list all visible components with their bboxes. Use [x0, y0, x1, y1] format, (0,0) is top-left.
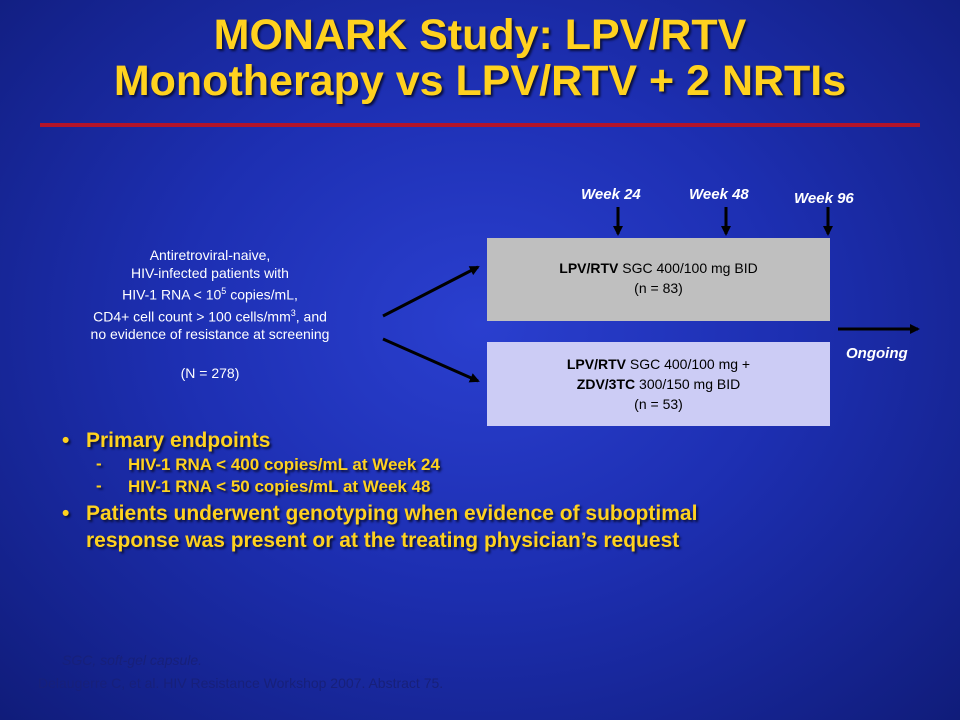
arm-monotherapy-box — [487, 238, 830, 321]
inclusion-line-1: Antiretroviral-naive, — [149, 247, 271, 263]
arm2-n: (n = 53) — [634, 396, 683, 412]
total-n: (N = 278) — [180, 365, 240, 382]
title-line-1: MONARK Study: LPV/RTV — [213, 11, 747, 59]
bullet-genotyping-line-1: Patients underwent genotyping when evidence of suboptimal — [86, 502, 698, 525]
arrow-to-arm1 — [383, 267, 478, 316]
sub-bullet-week48-text: HIV-1 RNA < 50 copies/mL at Week 48 — [128, 477, 431, 496]
inclusion-line-3-text: HIV-1 RNA < 10 — [122, 286, 222, 303]
sub-bullet-week24-text: HIV-1 RNA < 400 copies/mL at Week 24 — [128, 455, 440, 474]
arm2-dose2: 300/150 mg BID — [635, 376, 741, 392]
arm2-regimen-line-2 — [487, 374, 830, 394]
citation: Delaugerre C, et al. HIV Resistance Workshop 2007. Abstract 75. — [38, 675, 444, 691]
inclusion-line-3-tail: copies/mL, — [226, 286, 298, 303]
dash-icon: - — [96, 454, 102, 473]
arm2-dose: SGC 400/100 mg + — [625, 356, 751, 372]
bullet-genotyping — [62, 500, 922, 554]
inclusion-line-3-sup: 5 — [221, 286, 227, 296]
bullet-genotyping-line-2: response was present or at the treating physician’s request — [86, 529, 680, 552]
footnote: SGC, soft-gel capsule. — [62, 652, 203, 668]
arm2-drug: LPV/RTV — [566, 356, 626, 372]
inclusion-line-2: HIV-infected patients with — [131, 265, 289, 281]
inclusion-line-4-sup: 3 — [290, 307, 296, 318]
bullet-primary-endpoints — [62, 427, 922, 454]
bullet-primary-text: Primary endpoints — [86, 429, 271, 452]
inclusion-line-4 — [40, 304, 380, 326]
dash-icon: - — [96, 476, 102, 495]
inclusion-line-4-tail: , and — [295, 308, 327, 325]
arm2-drug2: ZDV/3TC — [576, 376, 636, 392]
ongoing-label: Ongoing — [846, 345, 908, 362]
bullet-dot-icon: • — [62, 502, 70, 525]
week-96-label: Week 96 — [794, 190, 854, 207]
arrow-to-arm2 — [383, 339, 478, 381]
arm1-n: (n = 83) — [634, 280, 683, 296]
title-line-2: Monotherapy vs LPV/RTV + 2 NRTIs — [113, 57, 847, 105]
arm2-regimen-line-1 — [487, 354, 830, 374]
inclusion-line-3 — [40, 282, 380, 304]
sub-bullet-week24 — [62, 454, 922, 476]
inclusion-line-5: no evidence of resistance at screening — [90, 326, 330, 343]
inclusion-line-4-text: CD4+ cell count > 100 cells/mm — [93, 308, 291, 325]
week-24-label: Week 24 — [581, 186, 641, 203]
arm1-dose: SGC 400/100 mg BID — [618, 260, 758, 276]
arm1-drug: LPV/RTV — [559, 260, 619, 276]
arm1-regimen — [487, 258, 830, 278]
inclusion-criteria — [40, 246, 380, 382]
week-48-label: Week 48 — [689, 186, 749, 203]
arm-combination-box — [487, 342, 830, 426]
bullet-dot-icon: • — [62, 429, 70, 452]
bullet-list — [62, 427, 922, 554]
sub-bullet-week48 — [62, 476, 922, 498]
